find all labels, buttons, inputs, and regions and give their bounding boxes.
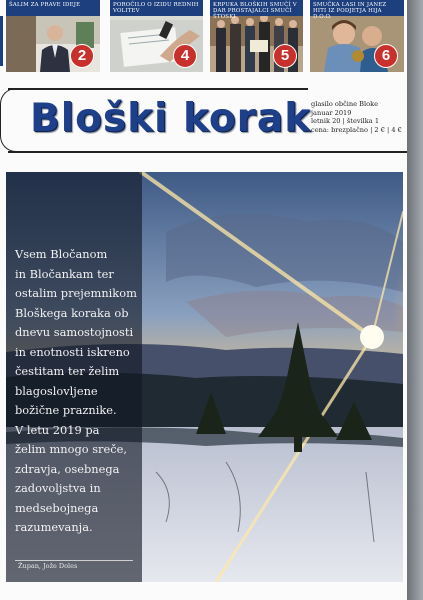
holiday-greeting (15, 245, 139, 538)
teaser-page-badge-4: 6 (374, 44, 398, 68)
greeting-line: in enotnosti iskreno (15, 344, 130, 359)
teaser-page-badge-2: 4 (173, 44, 197, 68)
greeting-line: in Bločankam ter (15, 266, 114, 281)
meta-volume: letnik 20 | številka 1 (311, 117, 380, 125)
teaser-4[interactable] (310, 0, 404, 72)
greeting-line: želim mnogo sreče, (15, 442, 127, 456)
greeting-line: razumevanja. (15, 520, 93, 534)
teaser-3[interactable] (210, 0, 303, 72)
teaser-page-badge-3: 5 (273, 44, 297, 68)
greeting-line: čestitam ter želim (15, 364, 120, 378)
teaser-1[interactable] (6, 0, 100, 72)
greeting-line: zdravja, osebnega (15, 461, 120, 476)
greeting-line: zadovoljstva in (15, 481, 101, 495)
mayor-signature: Župan, Jože Doles (18, 562, 78, 570)
teaser-caption-4: SMUČKA LASI IN JANEZ HITI IZ PODJETJA HIJA D.O.O. (310, 0, 404, 16)
greeting-line: božične praznike. (15, 403, 117, 417)
greeting-line: ostalim prejemnikom (15, 286, 137, 300)
teaser-2[interactable] (110, 0, 203, 72)
meta-date: januar 2019 (311, 108, 352, 117)
teaser-page-badge-1: 2 (70, 44, 94, 68)
greeting-line: medsebojnega (15, 500, 99, 515)
greeting-line: dnevu samostojnosti (15, 325, 134, 339)
greeting-line: Bloškega koraka ob (15, 305, 129, 320)
teaser-strip (0, 0, 407, 74)
greeting-line: Vsem Bločanom (15, 247, 108, 261)
masthead-bracket (0, 88, 22, 152)
meta-price: cena: brezplačno | 2 € | 4 € (311, 125, 402, 134)
meta-publisher: glasilo občine Bloke (311, 100, 378, 108)
masthead-top-rule (8, 88, 308, 90)
greeting-line: blagoslovljene (15, 383, 98, 398)
side-tab (0, 16, 3, 66)
greeting-panel (6, 172, 142, 582)
signature-rule (15, 560, 133, 561)
publication-title: Bloški korak (30, 96, 312, 141)
viewer-background (407, 0, 423, 600)
hero-photo (6, 172, 403, 582)
teaser-caption-1: ŠALIM ZA PRAVE IDEJE (6, 0, 100, 16)
issue-meta (311, 100, 402, 134)
greeting-line: V letu 2019 pa (15, 422, 100, 437)
masthead-bottom-rule (8, 151, 407, 153)
teaser-caption-2: POROČILO O IZIDU REDNIH VOLITEV (110, 0, 203, 16)
teaser-caption-3: KRPUKA BLOŠKIH SMUČÍ V DAR PROSTAJALCI SMUČÍ ŠTOSKI (210, 0, 303, 16)
